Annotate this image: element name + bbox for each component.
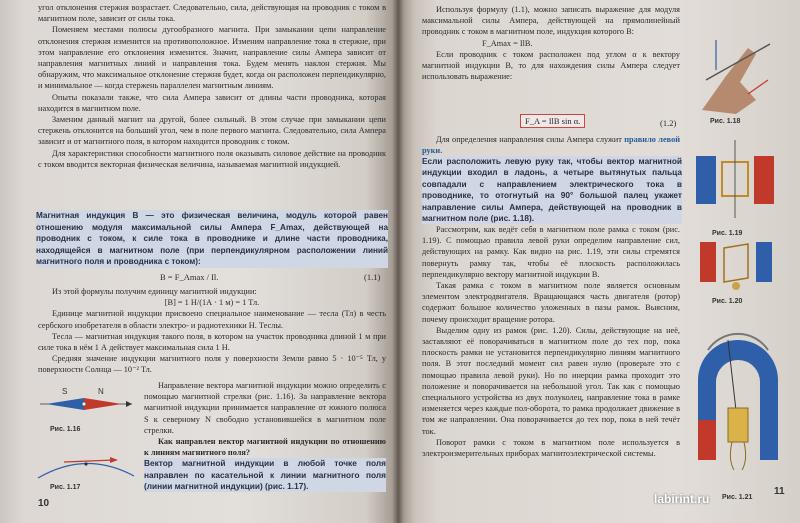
direction-text: Направление вектора магнитной индукции можно определить с помощью магнитной стрелки (рис. 1.16). За направление вектора магнитной индукции принимается направление от южного полюса S к северному N свободно установившейся в магнитном поле стрелки. <box>144 381 386 435</box>
book-gutter <box>392 0 404 523</box>
formula-1-1: B = F_Amax / Il. <box>160 272 219 282</box>
formula-1-2-box: F_A = IlB sin α. <box>520 114 585 128</box>
right-intro-block <box>422 4 680 82</box>
fig-117-caption: Рис. 1.17 <box>50 484 81 491</box>
rotating-frame-figure <box>694 234 778 294</box>
formula-1-1-number: (1.1) <box>364 272 381 282</box>
frame-text: Рассмотрим, как ведёт себя в магнитном поле рамка с током (рис. 1.19). С помощью правила левой руки определим направление сил, действующих на рамку. Как видно на рис. 1.19, эти силы стремятся повернуть рамку так, чтобы её плоскость расположилась перпендикулярно вектору магнитной индукции B. <box>422 225 680 279</box>
paragraph: Заменим данный магнит на другой, более сильный. В этом случае при замыкании цепи стержень отклонится на больший угол, чем в поле первого магнита. Следовательно, сила Ампера зависит и от магнитного поля, в котором находится проводник с током. <box>38 115 386 147</box>
needle-south-half <box>46 398 84 410</box>
fig-118-caption: Рис. 1.18 <box>710 118 741 125</box>
needle-s-label: S <box>62 387 68 396</box>
arrow-head-icon <box>126 401 132 407</box>
right-page <box>398 0 800 523</box>
frame2-text: Выделим одну из рамок (рис. 1.20). Силы, действующие на неё, заставляют её поворачиваться в магнитном поле до тех пор, пока плоскость рамки не установится перпендикулярно линиям магнитного поля. В этот последний момент сил равен нулю (проверьте это с помощью правила левой руки). Но по инерции рамка проходит это положение и поворачивается на небольшой угол. Так как с помощью специального устройства из двух полуколец, направление тока в рамке изменяется через каждые пол-оборота, то рамка продолжает движение в том же направлении. Она поворачивается до тех пор, пока в ней течёт ток. <box>422 325 680 436</box>
rule-text-box <box>422 156 682 224</box>
magnet-pole-left <box>700 242 716 282</box>
magnet-pole-left <box>696 156 716 204</box>
rule-text: Если расположить левую руку так, чтобы вектор магнитной индукции входил в ладонь, а четыре вытянутых пальца совпадали с направлением электрического тока в проводнике, то отогнутый на 90° большой палец укажет направление силы Ампера, действующей на проводник в магнитном поле (рис. 1.18). <box>422 156 682 224</box>
magnetic-needle-figure <box>36 384 136 424</box>
field-line-curve <box>38 463 134 478</box>
tangent-figure <box>34 448 138 484</box>
unit-intro: Из этой формулы получим единицу магнитной индукции: <box>52 287 257 296</box>
definition-block <box>36 210 388 268</box>
commutator <box>732 282 740 290</box>
watermark: labirint.ru <box>654 492 710 506</box>
magnet-pole-right <box>754 156 774 204</box>
fig-116-caption: Рис. 1.16 <box>50 426 81 433</box>
left-body-text <box>38 2 386 170</box>
paragraph: Для характеристики способности магнитного поля оказывать силовое действие на проводник с током вводится векторная физическая величина, называемая магнитной индукцией. <box>38 148 386 169</box>
magnetic-induction-definition: Магнитная индукция B — это физическая величина, модуль которой равен отношению модуля максимальной силы Ампера F_Amax, действующей на проводник с током, к силе тока в проводнике и длине части проводника, находящейся в магнитном поле (при перпендикулярном расположении линий магнитного поля и проводника с током): <box>36 211 388 266</box>
fig-119-caption: Рис. 1.19 <box>712 230 743 237</box>
left-hand-rule: правило левой руки. <box>422 135 680 156</box>
paragraph: Опыты показали также, что сила Ампера зависит от длины части проводника, которая находится в магнитном поле. <box>38 92 386 113</box>
induction-vector <box>64 460 114 462</box>
right-body-text <box>422 224 680 459</box>
right-page-number: 11 <box>774 486 785 497</box>
fig-121-caption: Рис. 1.21 <box>722 494 753 501</box>
needle-pivot <box>82 402 86 406</box>
hand-shape <box>702 48 756 114</box>
rule-intro <box>422 134 680 156</box>
left-hand-figure <box>696 30 778 116</box>
direction-block <box>144 380 386 492</box>
question-text: Как направлен вектор магнитной индукции по отношению к линиям магнитного поля? <box>144 437 386 458</box>
magnet-red-pole <box>698 420 716 460</box>
tangent-text: Вектор магнитной индукции в любой точке поля направлен по касательной к линии магнитного поля (линии магнитной индукции) (рис. 1.17). <box>144 458 386 491</box>
field-point <box>84 462 87 465</box>
unit-formula: [B] = 1 Н/(1А · 1 м) = 1 Тл. <box>164 298 260 308</box>
coil <box>728 408 748 442</box>
left-page-number: 10 <box>38 498 50 509</box>
earth-field: Средняя значение индукции магнитного поля у поверхности Земли равно 5 · 10⁻⁵ Тл, у поверхности Солнца — 10⁻² Тл. <box>38 354 386 375</box>
fig-120-caption: Рис. 1.20 <box>712 298 743 305</box>
formula-1-2-number: (1.2) <box>660 118 677 128</box>
tesla-definition: Тесла — магнитная индукция такого поля, в котором на участок проводника длиной 1 м при силе тока в нём 1 А действует максимальная сила 1 Н. <box>38 331 386 353</box>
meter-text: Поворот рамки с током в магнитном поле используется в электроизмерительных приборах магнитоэлектрической системы. <box>422 437 680 459</box>
force-vector <box>748 80 768 94</box>
paragraph: угол отклонения стержня возрастает. Следовательно, сила, действующая на проводник с током в магнитном поле, зависит от силы тока. <box>38 3 386 24</box>
rule-block <box>422 134 680 156</box>
galvanometer-figure <box>688 310 788 488</box>
intro-text: Используя формулу (1.1), можно записать выражение для модуля максимальной силы Ампера, действующей на прямолинейный проводник с током в магнитном поле, индукция которого B: <box>422 5 680 37</box>
unit-block <box>38 286 386 376</box>
rotating-frame <box>724 244 748 282</box>
angle-text: Если проводник с током расположен под углом α к вектору магнитной индукции B, то для нахождения силы Ампера следует использовать выражение: <box>422 49 680 82</box>
frame-magnet-figure <box>692 134 778 226</box>
magnet-pole-right <box>756 242 772 282</box>
vector-arrow-icon <box>110 457 118 463</box>
unit-name: Единице магнитной индукции присвоено специальное наименование — тесла (Тл) в честь сербского изобретателя в области электро- и радиотехники Н. Теслы. <box>38 309 386 330</box>
paragraph: Поменяем местами полюсы дугообразного магнита. При замыкании цепи направление отклонения стержня изменится на противоположное. Изменим направление тока в стержне, при этом направление его отклонения изменится. Значит, направление силы Ампера зависит от направления магнитных линий и направления тока. Будем менять наклон стержня. Мы обнаружим, что максимальное отклонение стержня будет, когда он расположен перпендикулярно, и минимальное — когда стержень параллелен магнитным линиям. <box>38 25 386 91</box>
motor-text: Такая рамка с током в магнитном поле является основным элементом электродвигателя. Вращающаяся часть двигателя (ротор) содержит большое количество уложенных в пазы рамок. Выясним, почему происходит вращение ротора. <box>422 281 680 324</box>
rule-intro-text: Для определения направления силы Ампера служит <box>436 135 622 144</box>
needle-n-label: N <box>98 387 104 396</box>
left-page <box>0 0 398 523</box>
formula-max: F_Amax = IlB. <box>482 38 533 48</box>
spring <box>730 442 745 470</box>
needle-north-half <box>84 398 122 410</box>
